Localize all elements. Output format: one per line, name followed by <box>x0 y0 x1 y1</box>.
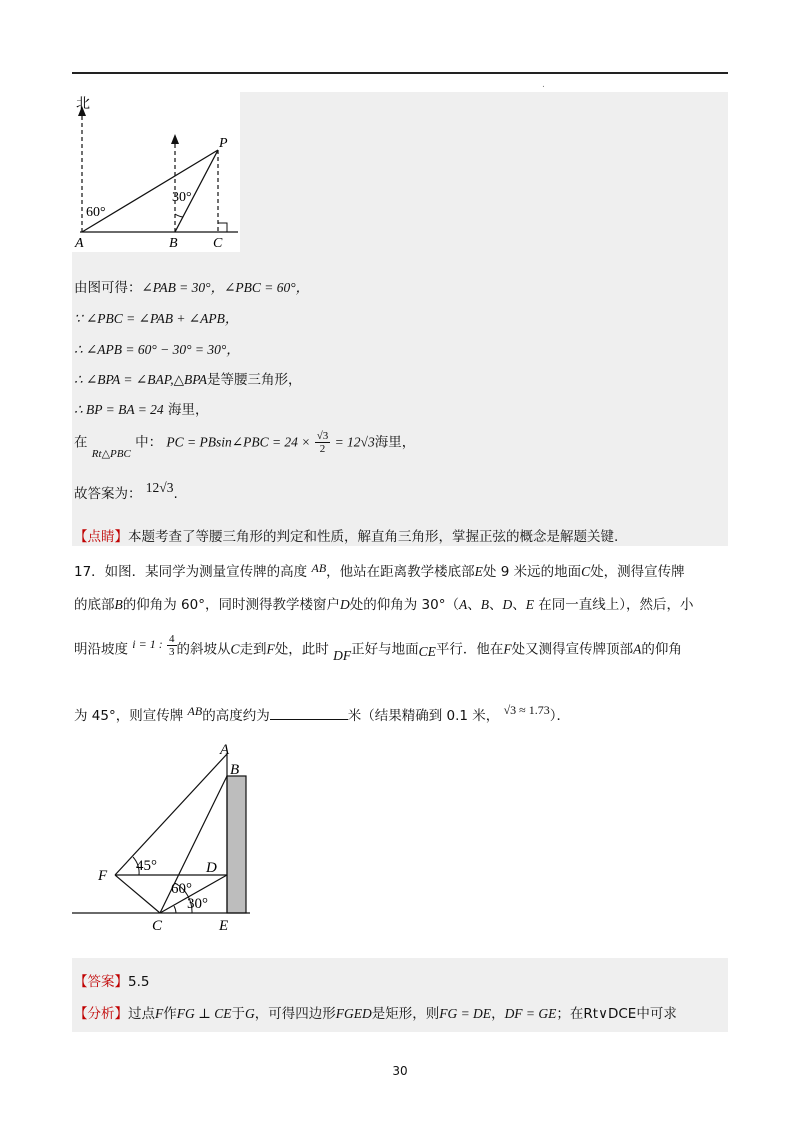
label-b: B <box>169 236 178 251</box>
shade-block-top <box>240 92 728 252</box>
solution-line-7: 故答案为： 12√3. <box>74 480 178 502</box>
angle-45-label: 45° <box>136 858 157 874</box>
label-c: C <box>213 236 223 251</box>
label-e2: E <box>219 918 229 934</box>
analysis-line: 【分析】过点F作FG ⊥ CE于G，可得四边形FGED是矩形，则FG = DE，DF = GE；在Rt∨DCE中可求 <box>74 1006 677 1022</box>
problem17-line-1: 17．如图．某同学为测量宣传牌的高度 AB，他站在距离教学楼底部E处 9 米远的地面C处，测得宣传牌 <box>74 561 685 580</box>
solution-line-5: ∴ BP = BA = 24 海里， <box>74 402 209 418</box>
solution-line-4: ∴ ∠BPA = ∠BAP,△BPA是等腰三角形， <box>74 372 302 388</box>
problem17-line-2: 的底部B的仰角为 60°，同时测得教学楼窗户D处的仰角为 30°（A、B、D、E 在同一直线上），然后，小 <box>74 597 694 613</box>
arc-b <box>175 214 183 217</box>
label-c2: C <box>152 918 163 934</box>
answer-blank <box>270 707 348 720</box>
angle-60-label-2: 60° <box>171 881 192 897</box>
figure-billboard-diagram <box>72 742 272 938</box>
label-a2: A <box>220 742 230 758</box>
page-number: 30 <box>392 1064 408 1078</box>
solution-line-2: ∵ ∠PBC = ∠PAB + ∠APB， <box>74 311 239 326</box>
answer-line: 【答案】5.5 <box>74 974 150 990</box>
line-fa <box>115 754 227 875</box>
problem17-line-3: 明沿坡度 i = 1 : $\frac{4}{3}$ 的斜坡从C走到F处，此时 DF正好与地面CE平行．他在F处又测得宣传牌顶部A的仰角 <box>74 633 682 663</box>
angle-30-label-2: 30° <box>187 896 208 912</box>
problem17-line-4: 为 45°，则宣传牌 AB的高度约为 米（结果精确到 0.1 米， √3 ≈ 1.73）． <box>74 703 570 724</box>
solution-line-1: 由图可得：∠PAB = 30°，∠PBC = 60°， <box>74 280 310 296</box>
north-arrow-b <box>171 134 179 144</box>
label-f2: F <box>98 868 108 884</box>
solution-line-3: ∴ ∠APB = 60° − 30° = 30°， <box>74 342 240 357</box>
figure-bearing-diagram <box>72 92 240 252</box>
label-d2: D <box>206 860 217 876</box>
label-a: A <box>75 236 84 251</box>
right-angle-mark <box>218 223 227 232</box>
building <box>227 776 246 913</box>
fraction-4-over-3: $\frac{4}{3}$ <box>169 633 175 658</box>
angle-30-label: 30° <box>172 190 192 205</box>
header-dot: . <box>542 80 545 90</box>
north-label: 北 <box>76 97 90 112</box>
comment-line: 【点睛】本题考查了等腰三角形的判定和性质，解直角三角形，掌握正弦的概念是解题关键. <box>74 529 619 545</box>
arc-30 <box>174 906 176 913</box>
solution-line-6: 在 $_{Rt\triangle PBC}$ 中： PC = PBsin∠PBC = 24 × $\frac{√3}{2}$ = 12√3海里， <box>74 430 416 460</box>
label-p: P <box>219 136 228 151</box>
angle-60-label: 60° <box>86 205 106 220</box>
header-rule <box>72 72 728 74</box>
label-b2: B <box>230 762 240 778</box>
fraction-sqrt3-over-2: $\frac{√3}{2}$ <box>316 430 329 455</box>
line-fc <box>115 875 160 913</box>
